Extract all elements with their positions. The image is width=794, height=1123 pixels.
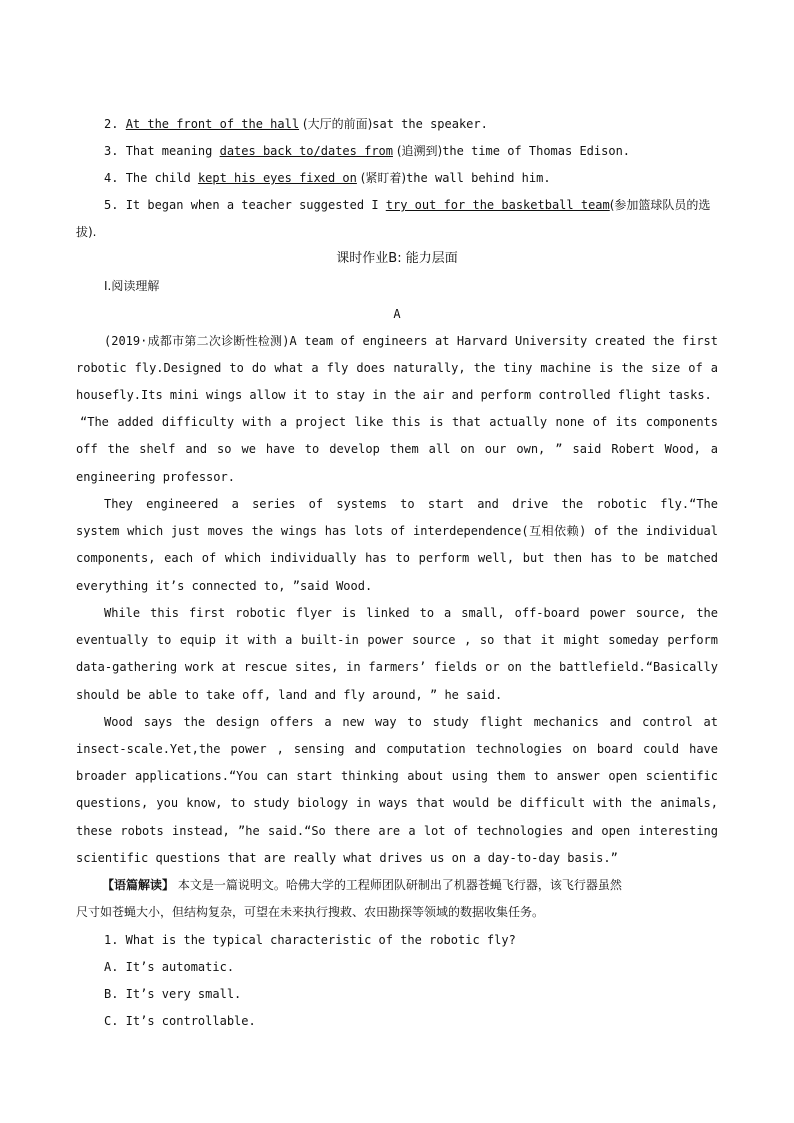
option-c: C. It’s controllable. [104,1014,256,1028]
passage-line: housefly.Its mini wings allow it to stay in the air and perform controlled flight tasks. [76,388,712,402]
exercise-2 [104,115,718,133]
analysis-text: 本文是一篇说明文。哈佛大学的工程师团队研制出了机器苍蝇飞行器，该飞行器虽然 [174,878,622,892]
passage-line: insect-scale.Yet,the power , sensing and computation technologies on board could have [76,742,718,756]
passage-line: should be able to take off, land and fly around, ” he said. [76,688,503,702]
exercise-pre: The child [125,171,198,185]
passage-line: off the shelf and so we have to develop them all on our own, ” said Robert Wood, a [76,442,718,456]
exercise-5 [104,196,718,214]
exercise-number: 5. [104,198,119,212]
exercise-5-continuation: 拔). [76,225,97,239]
exercise-3 [104,142,718,160]
analysis-line-2: 尺寸如苍蝇大小，但结构复杂，可望在未来执行搜救、农田勘探等领域的数据收集任务。 [76,905,545,919]
section-title: 课时作业B: 能力层面 [336,251,458,266]
passage-line: everything it’s connected to, ”said Wood. [76,579,373,593]
passage-line: eventually to equip it with a built-in power source , so that it might someday perform [76,633,718,647]
exercise-rest: sat the speaker. [372,117,488,131]
exercise-answer: kept his eyes fixed on [197,171,357,185]
part-title: Ⅰ.阅读理解 [104,279,160,293]
passage-line: (2019·成都市第二次诊断性检测)A team of engineers at Harvard University created the first [104,334,718,348]
exercise-answer: dates back to/dates from [219,144,393,158]
passage-line: questions, you know, to study biology in ways that would be difficult with the animals, [76,796,718,810]
passage-line: robotic fly.Designed to do what a fly does naturally, the tiny machine is the size of a [76,361,718,375]
exercise-pre: It began when a teacher suggested I [125,198,386,212]
passage-line: engineering professor. [76,470,235,484]
exercise-rest: the time of Thomas Edison. [442,144,631,158]
exercise-number: 3. [104,144,119,158]
exercise-pre: That meaning [125,144,220,158]
passage-label: A [393,307,401,321]
passage-line: components, each of which individually has to perform well, but then has to be matched [76,551,718,565]
passage-line: While this first robotic flyer is linked to a small, off-board power source, the [104,606,718,620]
exercise-hint: (追溯到) [393,144,443,158]
exercise-answer: try out for the basketball team [385,198,610,212]
analysis-line-1 [102,876,718,894]
exercise-rest: the wall behind him. [406,171,551,185]
exercise-hint: (大厅的前面) [299,117,373,131]
passage-line: system which just moves the wings has lots of interdependence(互相依赖) of the individual [76,524,718,538]
exercise-hint: (参加篮球队员的选 [609,198,711,212]
exercise-answer: At the front of the hall [125,117,300,131]
passage-line: Wood says the design offers a new way to study flight mechanics and control at [104,715,718,729]
passage-line: “The added difficulty with a project like this is that actually none of its components [80,415,718,429]
passage-line: They engineered a series of systems to start and drive the robotic fly.“The [104,497,718,511]
exercise-hint: (紧盯着) [356,171,407,185]
exercise-4 [104,169,718,187]
question-1: 1. What is the typical characteristic of the robotic fly? [104,933,516,947]
option-b: B. It’s very small. [104,987,242,1001]
passage-line: these robots instead, ”he said.“So there are a lot of technologies and open interesting [76,824,718,838]
passage-line: data-gathering work at rescue sites, in farmers’ fields or on the battlefield.“Basically [76,660,718,674]
exercise-number: 4. [104,171,119,185]
passage-line: scientific questions that are really what drives us on a day-to-day basis.” [76,851,618,865]
passage-line: broader applications.“You can start thinking about using them to answer open scientific [76,769,718,783]
option-a: A. It’s automatic. [104,960,235,974]
analysis-label: 【语篇解读】 [102,878,175,892]
exercise-number: 2. [104,117,119,131]
